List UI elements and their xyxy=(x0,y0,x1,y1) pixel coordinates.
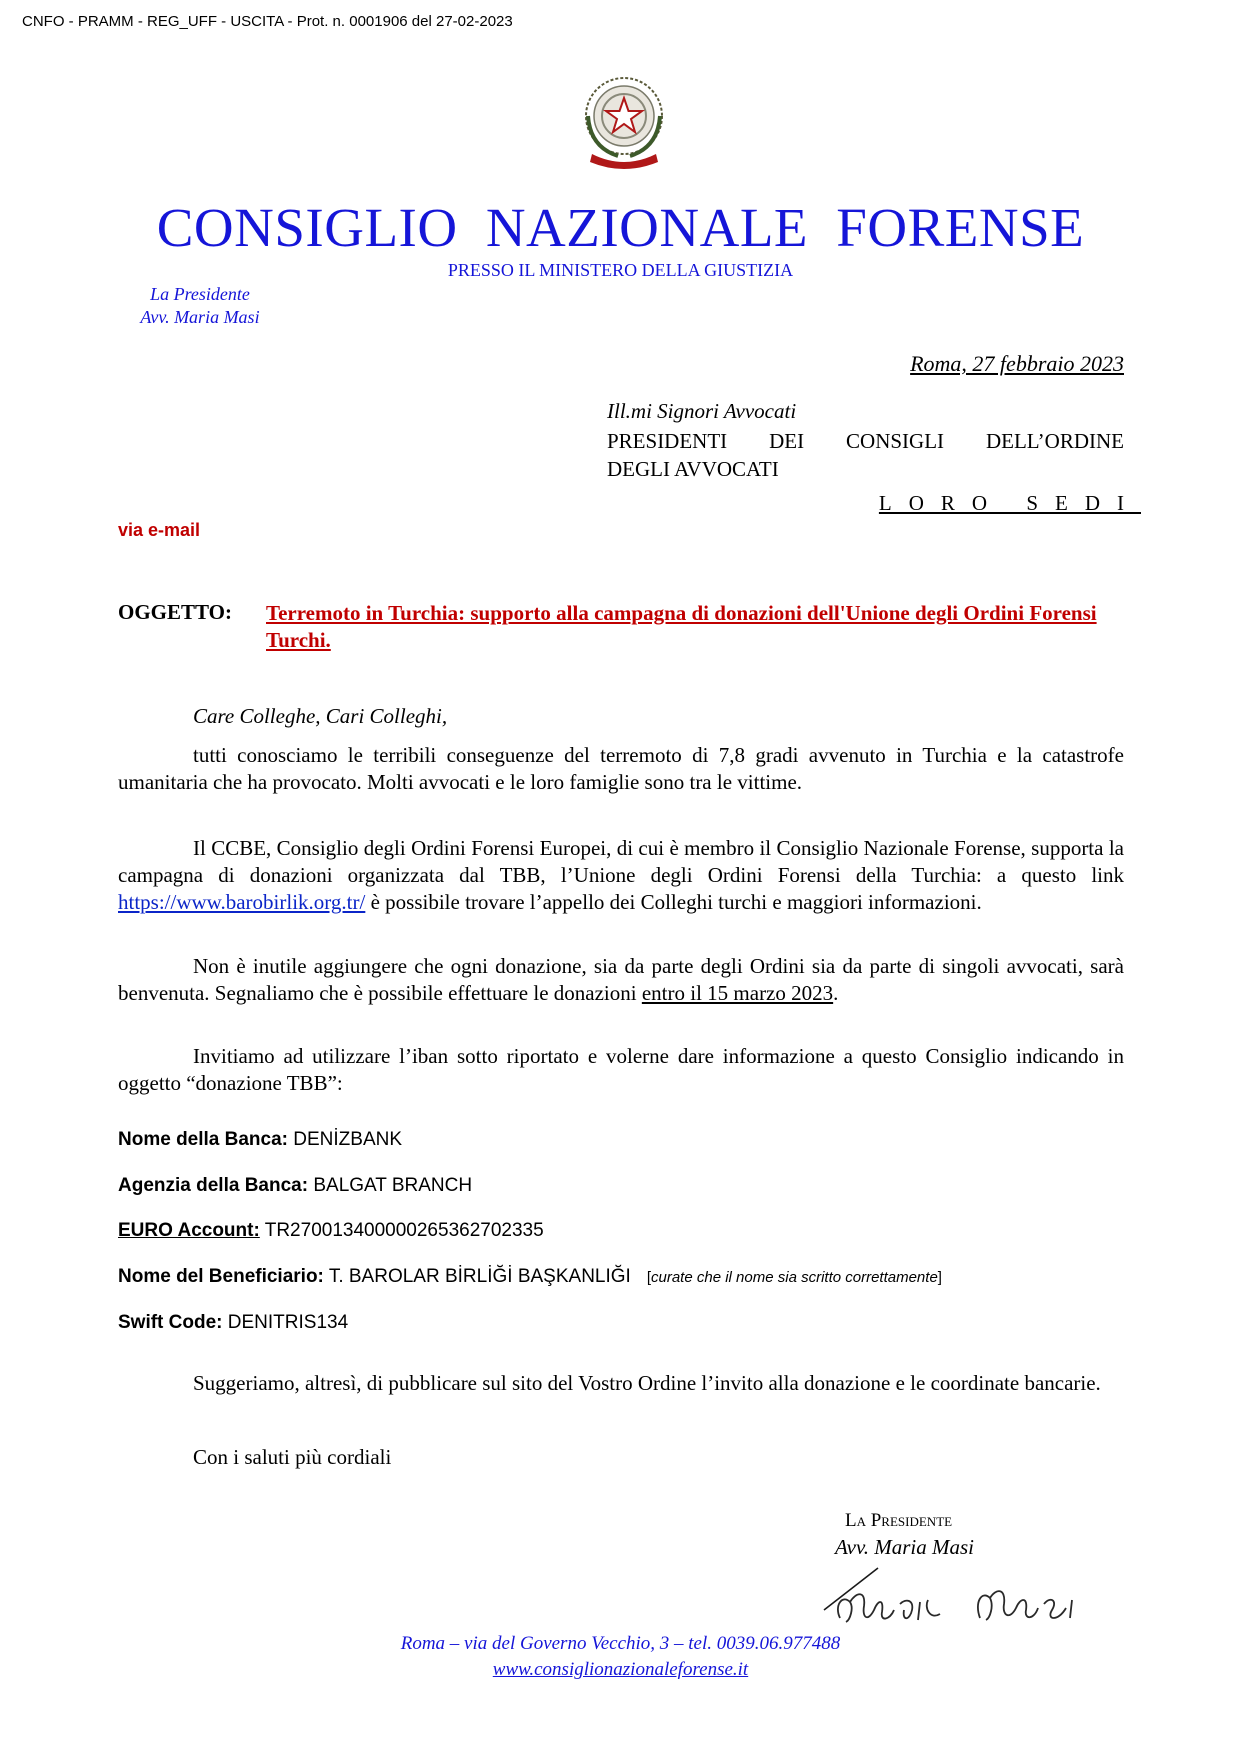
subject-text: Terremoto in Turchia: supporto alla campagna di donazioni dell'Unione degli Ordini Forensi Turchi. xyxy=(266,601,1097,652)
paragraph-2-text-a: Il CCBE, Consiglio degli Ordini Forensi Europei, di cui è membro il Consiglio Nazionale Forense, supporta la campagna di donazioni organizzata dal TBB, l’Unione degli Ordini Forensi della Turchia: a questo link xyxy=(118,836,1124,887)
recipient-line-2: DEGLI AVVOCATI xyxy=(607,457,779,481)
beneficiary-row xyxy=(118,1266,942,1288)
footer-website-link[interactable]: www.consiglionazionaleforense.it xyxy=(492,1659,749,1680)
paragraph-3-text: Non è inutile aggiungere che ogni donazione, sia da parte degli Ordini sia da parte di singoli avvocati, sarà benvenuta. Segnaliamo che è possibile effettuare le donazioni xyxy=(118,954,1124,1005)
deadline-text: entro il 15 marzo 2023 xyxy=(641,981,834,1005)
paragraph-2-text-b: è possibile trovare l’appello dei Colleghi turchi e maggiori informazioni. xyxy=(370,890,982,914)
paragraph-4-text: Invitiamo ad utilizzare l’iban sotto riportato e volerne dare informazione a questo Consiglio indicando in oggetto “donazione TBB”: xyxy=(118,1044,1124,1095)
subject-label: OGGETTO: xyxy=(118,600,232,624)
paragraph-2 xyxy=(118,835,1124,916)
beneficiary-value: T. BAROLAR BİRLİĞİ BAŞKANLIĞI xyxy=(328,1266,631,1287)
greeting: Care Colleghe, Cari Colleghi, xyxy=(193,704,448,728)
barobirlik-link[interactable]: https://www.barobirlik.org.tr/ xyxy=(118,890,366,914)
account-row xyxy=(118,1220,544,1242)
recipient-line-3: LORO SEDI xyxy=(878,491,1141,515)
paragraph-4 xyxy=(118,1043,1124,1097)
paragraph-1-text: tutti conosciamo le terribili conseguenze del terremoto di 7,8 gradi avvenuto in Turchia e la catastrofe umanitaria che ha provocato. Molti avvocati e le loro famiglie sono tra le vittime. xyxy=(118,743,1124,794)
footer-website-row xyxy=(0,1659,1241,1681)
beneficiary-label: Nome del Beneficiario: xyxy=(118,1266,324,1287)
swift-value: DENITRIS134 xyxy=(227,1312,349,1333)
signature-role: La Presidente xyxy=(845,1510,953,1531)
president-name: Avv. Maria Masi xyxy=(140,307,260,327)
bank-branch-label: Agenzia della Banca: xyxy=(118,1175,309,1196)
delivery-method: via e-mail xyxy=(118,520,201,540)
bank-name-value: DENİZBANK xyxy=(293,1129,403,1150)
bank-name-label: Nome della Banca: xyxy=(118,1129,288,1150)
recipient-salutation: Ill.mi Signori Avvocati xyxy=(607,399,797,423)
paragraph-5 xyxy=(118,1370,1124,1397)
organization-subtitle: PRESSO IL MINISTERO DELLA GIUSTIZIA xyxy=(447,260,794,280)
paragraph-3-end: . xyxy=(833,981,839,1005)
signature-name: Avv. Maria Masi xyxy=(835,1535,975,1559)
beneficiary-note-text: curate che il nome sia scritto correttamente xyxy=(651,1269,938,1286)
bank-branch-value: BALGAT BRANCH xyxy=(313,1175,473,1196)
account-label: EURO Account: xyxy=(118,1220,260,1241)
footer-address: Roma – via del Governo Vecchio, 3 – tel. 0039.06.977488 xyxy=(400,1633,841,1654)
bank-name-row xyxy=(118,1129,402,1151)
handwritten-signature-icon xyxy=(820,1548,1100,1638)
italian-republic-emblem-icon xyxy=(578,72,670,172)
paragraph-5-text: Suggeriamo, altresì, di pubblicare sul sito del Vostro Ordine l’invito alla donazione e le coordinate bancarie. xyxy=(193,1371,1101,1395)
swift-label: Swift Code: xyxy=(118,1312,223,1333)
swift-row xyxy=(118,1312,348,1334)
closing: Con i saluti più cordiali xyxy=(193,1445,392,1469)
paragraph-3 xyxy=(118,953,1124,1007)
beneficiary-note: [curate che il nome sia scritto correttamente] xyxy=(646,1269,942,1286)
account-value: TR270013400000265362702335 xyxy=(264,1220,544,1241)
recipient-line-1: PRESIDENTI DEI CONSIGLI DELL’ORDINE xyxy=(607,429,1124,453)
bank-branch-row xyxy=(118,1175,472,1197)
letter-date: Roma, 27 febbraio 2023 xyxy=(910,351,1124,376)
paragraph-1 xyxy=(118,742,1124,796)
president-role: La Presidente xyxy=(150,284,250,304)
protocol-number: CNFO - PRAMM - REG_UFF - USCITA - Prot. n. 0001906 del 27-02-2023 xyxy=(22,13,513,30)
organization-title: CONSIGLIO NAZIONALE FORENSE xyxy=(156,197,1085,258)
